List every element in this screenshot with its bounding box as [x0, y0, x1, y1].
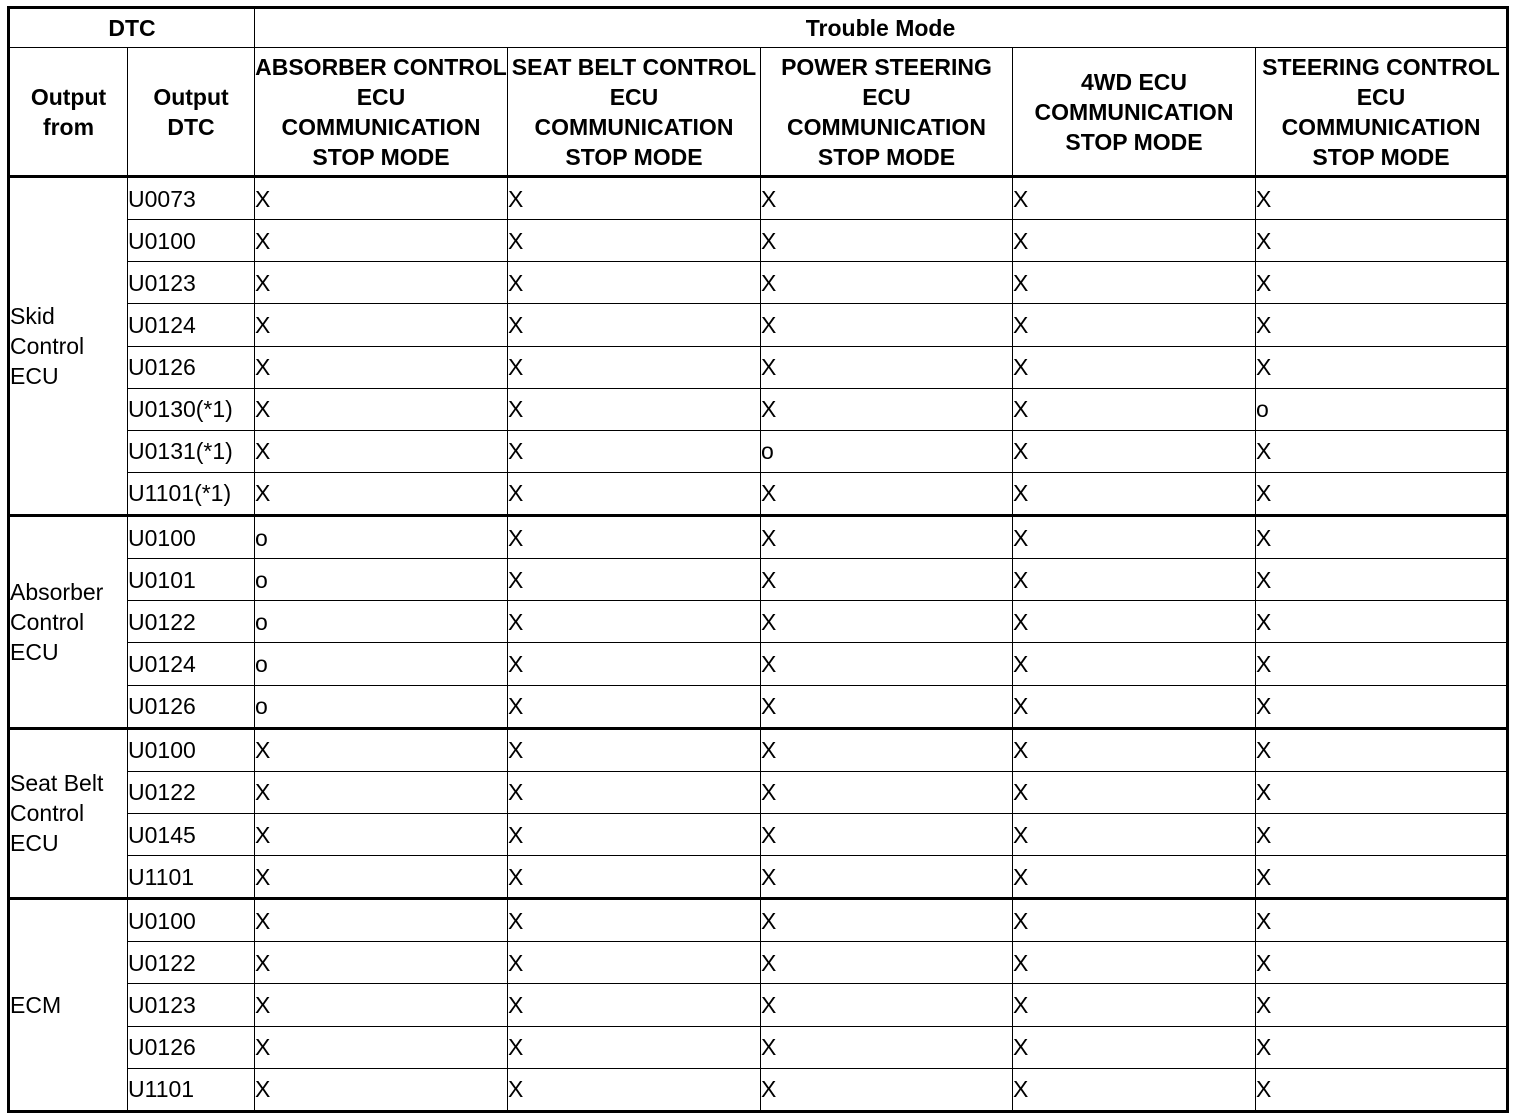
- trouble-mode-mark-cell: o: [761, 430, 1013, 472]
- trouble-mode-mark-cell: X: [761, 177, 1013, 220]
- trouble-mode-mark-cell: X: [255, 813, 508, 855]
- trouble-mode-mark-cell: X: [761, 728, 1013, 771]
- table-row: [9, 984, 1508, 1026]
- trouble-mode-mark-cell: X: [1256, 516, 1508, 559]
- trouble-mode-mark-cell: X: [1256, 1026, 1508, 1068]
- trouble-mode-mark-cell: X: [255, 472, 508, 515]
- table-row: [9, 472, 1508, 515]
- output-from-cell: Absorber Control ECU: [9, 516, 128, 729]
- output-dtc-cell: U0124: [128, 304, 255, 346]
- table-row: [9, 601, 1508, 643]
- trouble-mode-mark-cell: X: [1256, 346, 1508, 388]
- dtc-group-header: DTC: [9, 8, 255, 48]
- output-dtc-cell: U0145: [128, 813, 255, 855]
- trouble-mode-mark-cell: X: [508, 388, 761, 430]
- trouble-mode-mark-cell: X: [1013, 899, 1256, 942]
- trouble-mode-mark-cell: X: [255, 771, 508, 813]
- trouble-mode-mark-cell: o: [1256, 388, 1508, 430]
- trouble-mode-mark-cell: X: [761, 984, 1013, 1026]
- trouble-mode-mark-cell: X: [255, 177, 508, 220]
- table-row: [9, 220, 1508, 262]
- output-dtc-header: Output DTC: [128, 48, 255, 177]
- dtc-trouble-mode-table: [7, 6, 1509, 1113]
- trouble-mode-group-header: Trouble Mode: [255, 8, 1508, 48]
- table-row: [9, 856, 1508, 899]
- output-dtc-cell: U0126: [128, 685, 255, 728]
- trouble-mode-mark-cell: X: [1013, 685, 1256, 728]
- trouble-mode-mark-cell: X: [1256, 559, 1508, 601]
- output-dtc-cell: U0100: [128, 516, 255, 559]
- table-row: [9, 899, 1508, 942]
- trouble-mode-mark-cell: X: [508, 559, 761, 601]
- trouble-mode-mark-cell: X: [761, 472, 1013, 515]
- mode-header-4wd: 4WD ECU COMMUNICATION STOP MODE: [1013, 48, 1256, 177]
- table-row: [9, 304, 1508, 346]
- table-row: [9, 942, 1508, 984]
- trouble-mode-mark-cell: X: [1013, 559, 1256, 601]
- trouble-mode-mark-cell: X: [508, 771, 761, 813]
- trouble-mode-mark-cell: X: [255, 899, 508, 942]
- trouble-mode-mark-cell: X: [508, 685, 761, 728]
- mode-header-absorber: ABSORBER CONTROL ECU COMMUNICATION STOP MODE: [255, 48, 508, 177]
- table-row: [9, 430, 1508, 472]
- trouble-mode-mark-cell: X: [508, 220, 761, 262]
- trouble-mode-mark-cell: X: [761, 771, 1013, 813]
- trouble-mode-mark-cell: X: [761, 304, 1013, 346]
- trouble-mode-mark-cell: X: [255, 728, 508, 771]
- trouble-mode-mark-cell: X: [255, 1068, 508, 1111]
- output-dtc-cell: U0122: [128, 942, 255, 984]
- trouble-mode-mark-cell: X: [761, 1026, 1013, 1068]
- trouble-mode-mark-cell: o: [255, 685, 508, 728]
- trouble-mode-mark-cell: X: [1013, 430, 1256, 472]
- trouble-mode-mark-cell: X: [1256, 984, 1508, 1026]
- trouble-mode-mark-cell: X: [1013, 304, 1256, 346]
- trouble-mode-mark-cell: X: [761, 685, 1013, 728]
- trouble-mode-mark-cell: X: [508, 177, 761, 220]
- trouble-mode-mark-cell: X: [1013, 262, 1256, 304]
- trouble-mode-mark-cell: X: [761, 856, 1013, 899]
- trouble-mode-mark-cell: X: [1256, 472, 1508, 515]
- table-row: [9, 388, 1508, 430]
- trouble-mode-mark-cell: X: [1013, 771, 1256, 813]
- trouble-mode-mark-cell: X: [508, 262, 761, 304]
- trouble-mode-mark-cell: o: [255, 559, 508, 601]
- output-from-cell: Skid Control ECU: [9, 177, 128, 516]
- output-from-header: Output from: [9, 48, 128, 177]
- output-dtc-cell: U0122: [128, 771, 255, 813]
- trouble-mode-mark-cell: o: [255, 516, 508, 559]
- trouble-mode-mark-cell: X: [1013, 942, 1256, 984]
- trouble-mode-mark-cell: X: [761, 388, 1013, 430]
- output-dtc-cell: U0124: [128, 643, 255, 685]
- trouble-mode-mark-cell: X: [761, 346, 1013, 388]
- table-row: [9, 177, 1508, 220]
- trouble-mode-mark-cell: X: [761, 516, 1013, 559]
- table-row: [9, 516, 1508, 559]
- trouble-mode-mark-cell: X: [255, 346, 508, 388]
- trouble-mode-mark-cell: o: [255, 601, 508, 643]
- trouble-mode-mark-cell: X: [1256, 262, 1508, 304]
- trouble-mode-mark-cell: X: [508, 1068, 761, 1111]
- trouble-mode-mark-cell: X: [1013, 388, 1256, 430]
- table-row: [9, 813, 1508, 855]
- table-row: [9, 728, 1508, 771]
- output-dtc-cell: U0126: [128, 346, 255, 388]
- trouble-mode-mark-cell: X: [255, 304, 508, 346]
- table-row: [9, 1068, 1508, 1111]
- output-dtc-cell: U0126: [128, 1026, 255, 1068]
- trouble-mode-mark-cell: X: [1013, 643, 1256, 685]
- trouble-mode-mark-cell: X: [761, 643, 1013, 685]
- output-dtc-cell: U0100: [128, 220, 255, 262]
- trouble-mode-mark-cell: X: [255, 388, 508, 430]
- trouble-mode-mark-cell: X: [508, 728, 761, 771]
- trouble-mode-mark-cell: X: [1013, 1068, 1256, 1111]
- trouble-mode-mark-cell: X: [255, 856, 508, 899]
- trouble-mode-mark-cell: X: [508, 1026, 761, 1068]
- trouble-mode-mark-cell: X: [1013, 601, 1256, 643]
- trouble-mode-mark-cell: X: [1256, 1068, 1508, 1111]
- trouble-mode-mark-cell: X: [1256, 304, 1508, 346]
- trouble-mode-mark-cell: X: [1256, 220, 1508, 262]
- table-row: [9, 559, 1508, 601]
- trouble-mode-mark-cell: X: [1256, 813, 1508, 855]
- trouble-mode-mark-cell: X: [508, 601, 761, 643]
- trouble-mode-mark-cell: X: [1013, 1026, 1256, 1068]
- table-row: [9, 1026, 1508, 1068]
- trouble-mode-mark-cell: X: [1256, 899, 1508, 942]
- trouble-mode-mark-cell: X: [508, 643, 761, 685]
- trouble-mode-mark-cell: X: [508, 942, 761, 984]
- table-row: [9, 346, 1508, 388]
- trouble-mode-mark-cell: X: [1256, 856, 1508, 899]
- output-dtc-cell: U0122: [128, 601, 255, 643]
- trouble-mode-mark-cell: X: [761, 942, 1013, 984]
- trouble-mode-mark-cell: X: [1013, 516, 1256, 559]
- trouble-mode-mark-cell: X: [1256, 643, 1508, 685]
- mode-header-seat-belt: SEAT BELT CONTROL ECU COMMUNICATION STOP MODE: [508, 48, 761, 177]
- trouble-mode-mark-cell: X: [1013, 220, 1256, 262]
- output-dtc-cell: U0100: [128, 899, 255, 942]
- output-dtc-cell: U0100: [128, 728, 255, 771]
- trouble-mode-mark-cell: X: [1013, 177, 1256, 220]
- trouble-mode-mark-cell: X: [1013, 856, 1256, 899]
- trouble-mode-mark-cell: X: [508, 516, 761, 559]
- trouble-mode-mark-cell: X: [255, 220, 508, 262]
- trouble-mode-mark-cell: X: [255, 262, 508, 304]
- trouble-mode-mark-cell: X: [508, 472, 761, 515]
- output-dtc-cell: U1101(*1): [128, 472, 255, 515]
- trouble-mode-mark-cell: X: [761, 559, 1013, 601]
- trouble-mode-mark-cell: X: [761, 1068, 1013, 1111]
- trouble-mode-mark-cell: X: [1256, 177, 1508, 220]
- trouble-mode-mark-cell: X: [508, 346, 761, 388]
- table-body: [9, 177, 1508, 1112]
- output-dtc-cell: U0130(*1): [128, 388, 255, 430]
- output-dtc-cell: U0123: [128, 262, 255, 304]
- trouble-mode-mark-cell: X: [1256, 430, 1508, 472]
- output-dtc-cell: U1101: [128, 856, 255, 899]
- output-dtc-cell: U0101: [128, 559, 255, 601]
- trouble-mode-mark-cell: X: [255, 984, 508, 1026]
- trouble-mode-mark-cell: X: [1013, 813, 1256, 855]
- trouble-mode-mark-cell: X: [1256, 685, 1508, 728]
- output-dtc-cell: U0131(*1): [128, 430, 255, 472]
- trouble-mode-mark-cell: X: [508, 304, 761, 346]
- table-row: [9, 262, 1508, 304]
- trouble-mode-mark-cell: X: [761, 899, 1013, 942]
- trouble-mode-mark-cell: X: [508, 813, 761, 855]
- trouble-mode-mark-cell: X: [1013, 984, 1256, 1026]
- trouble-mode-mark-cell: X: [255, 430, 508, 472]
- table-row: [9, 685, 1508, 728]
- trouble-mode-mark-cell: X: [1256, 601, 1508, 643]
- trouble-mode-mark-cell: X: [1013, 728, 1256, 771]
- trouble-mode-mark-cell: X: [1013, 346, 1256, 388]
- trouble-mode-mark-cell: X: [1256, 728, 1508, 771]
- output-dtc-cell: U1101: [128, 1068, 255, 1111]
- trouble-mode-mark-cell: X: [761, 813, 1013, 855]
- output-from-cell: ECM: [9, 899, 128, 1112]
- output-from-cell: Seat Belt Control ECU: [9, 728, 128, 899]
- trouble-mode-mark-cell: X: [761, 220, 1013, 262]
- trouble-mode-mark-cell: X: [508, 899, 761, 942]
- table-row: [9, 771, 1508, 813]
- trouble-mode-mark-cell: o: [255, 643, 508, 685]
- trouble-mode-mark-cell: X: [255, 1026, 508, 1068]
- trouble-mode-mark-cell: X: [1013, 472, 1256, 515]
- trouble-mode-mark-cell: X: [761, 262, 1013, 304]
- trouble-mode-mark-cell: X: [508, 984, 761, 1026]
- mode-header-power-steering: POWER STEERING ECU COMMUNICATION STOP MODE: [761, 48, 1013, 177]
- trouble-mode-mark-cell: X: [255, 942, 508, 984]
- trouble-mode-mark-cell: X: [508, 430, 761, 472]
- trouble-mode-mark-cell: X: [508, 856, 761, 899]
- mode-header-steering-control: STEERING CONTROL ECU COMMUNICATION STOP MODE: [1256, 48, 1508, 177]
- table-row: [9, 643, 1508, 685]
- trouble-mode-mark-cell: X: [1256, 942, 1508, 984]
- trouble-mode-mark-cell: X: [761, 601, 1013, 643]
- trouble-mode-mark-cell: X: [1256, 771, 1508, 813]
- output-dtc-cell: U0123: [128, 984, 255, 1026]
- output-dtc-cell: U0073: [128, 177, 255, 220]
